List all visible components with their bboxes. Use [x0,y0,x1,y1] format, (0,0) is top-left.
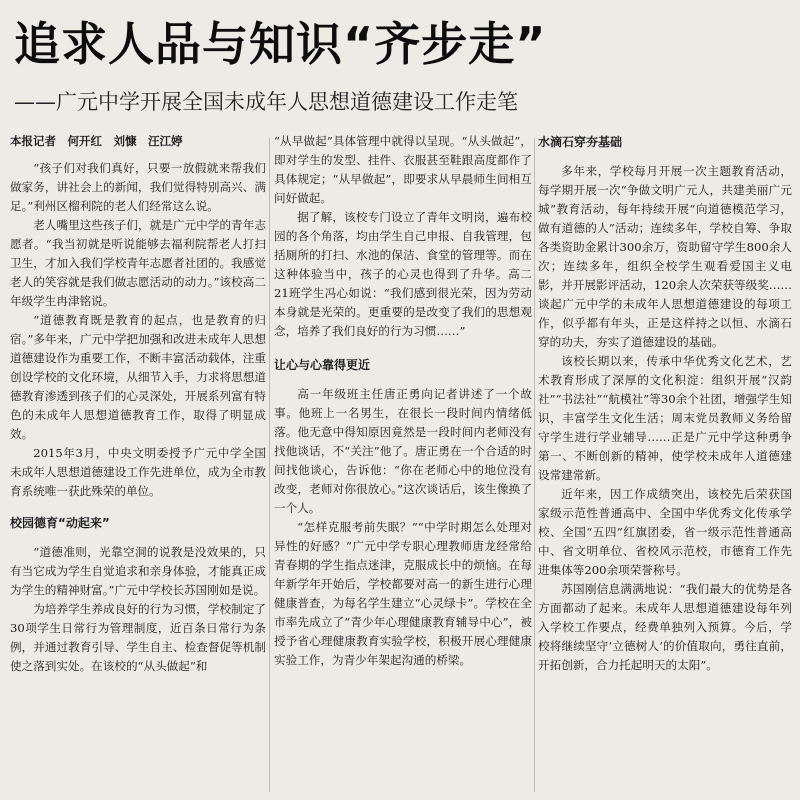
article-column-1 [10,132,266,796]
paragraph: 2015年3月，中央文明委授予广元中学全国未成年人思想道德建设工作先进单位，成为全市教育系统唯一获此殊荣的单位。 [10,446,266,498]
section-title: 水滴石穿夯基础 [538,135,623,149]
paragraph: 苏国刚信息满满地说：“我们最大的优势是各方面都动了起来。未成年人思想道德建设每年列入学校工作要点，经费单独列入预算。今后，学校将继续坚守‘立德树人’的价值取向，勇往直前，开拓创新，合力托起明天的太阳”。 [538,582,792,672]
byline: 本报记者 何开红 刘慷 汪江婷 [10,134,183,148]
column-divider [534,138,535,792]
column-divider [269,138,270,792]
paragraph: “道德准则，光靠空洞的说教是没效果的，只有当它成为学生自觉追求和亲身体验，才能真正成为学生的精神财富。”广元中学校长苏国刚如是说。 [10,545,266,597]
paragraph: 为培养学生养成良好的行为习惯，学校制定了30项学生日常行为管理制度，近百条日常行为条例，并通过教育引导、学生自主、检查督促等机制使之落到实处。在该校的“从头做起”和 [10,602,266,673]
paragraph: “道德教育既是教育的起点，也是教育的归宿。”多年来，广元中学把加强和改进未成年人思想道德建设作为重要工作，不断丰富活动载体，注重创设学校的文化环境，从细节入手，力求将思想道德教育渗透到孩子们的心灵深处，开展系列富有特色的未成年人思想道德教育工作，取得了明显成效。 [10,313,266,441]
subheadline: ——广元中学开展全国未成年人思想道德建设工作走笔 [14,90,518,114]
paragraph: 近年来，因工作成绩突出，该校先后荣获国家级示范性普通高中、全国中华优秀文化传承学校、全国“五四”红旗团委，省一级示范性普通高中、省文明单位、省校风示范校，市德育工作先进集体等200余项荣誉称号。 [538,487,792,577]
paragraph: 老人嘴里这些孩子们，就是广元中学的青年志愿者。“我当初就是听说能够去福利院帮老人打扫卫生，才加入我们学校青年志愿者社团的。我感觉老人的笑容就是我们做志愿活动的动力。”该校高二年级学生冉津铭说。 [10,218,266,308]
paragraph: 高一年级班主任唐正勇向记者讲述了一个故事。他班上一名男生，在很长一段时间内情绪低落。他无意中得知原因竟然是一段时间内老师没有找他谈话，不“关注”他了。唐正勇在一个合适的时间找他谈心，告诉他：“你在老师心中的地位没有改变，老师对你很放心。”这次谈话后，该生像换了一个人。 [274,387,532,515]
section-title: 让心与心靠得更近 [274,358,371,372]
paragraph: 多年来，学校每月开展一次主题教育活动，每学期开展一次“争做文明广元人，共建美丽广元城”教育活动，每年持续开展“向道德模范学习，做有道德的人”活动；连续多年，学校自筹、争取各类资助金累计300余万，资助留守学生800余人次；连续多年，组织全校学生观看爱国主义电影，并开展影评活动，120余人次荣获等级奖……谈起广元中学的未成年人思想道德建设的每项工作，似乎都有年头，正是这样持之以恒、水滴石穿的功夫，夯实了道德建设的基础。 [538,164,792,349]
paragraph: “从早做起”具体管理中就得以呈现。“从头做起”，即对学生的发型、挂件、衣服甚至鞋跟高度都作了具体规定；“从早做起”，即要求从早晨师生间相互问好做起。 [274,134,532,205]
paragraph: 该校长期以来，传承中华优秀文化艺术，艺术教育形成了深厚的文化积淀：组织开展“汉韵社”“书法社”“航模社”等30余个社团，增强学生知识，丰富学生文化生活；周末党员教师义务给留守学生进行学业辅导……正是广元中学这种勇争第一、不断创新的精神，使学校未成年人道德建设常建常新。 [538,354,792,482]
headline: 追求人品与知识“齐步走” [14,17,547,71]
paragraph: “怎样克服考前失眠？”“中学时期怎么处理对异性的好感？”广元中学专职心理教师唐龙经常给青春期的学生指点迷津，克服成长中的烦恼。在每年新学年开始后，学校都要对高一的新生进行心理健康普查，为每名学生建立“心灵绿卡”。学校在全市率先成立了“青少年心理健康教育辅导中心”，被授予省心理健康教育实验学校，积极开展心理健康实验工作，为青少年架起沟通的桥梁。 [274,520,532,667]
article-column-3 [538,132,792,796]
paragraph: 据了解，该校专门设立了青年文明岗，遍布校园的各个角落，均由学生自己申报、自我管理，包括厕所的打扫、水池的保洁、食堂的管理等。而在这种体验当中，孩子的心灵也得到了升华。高二21班学生冯心如说：“我们感到很光荣，因为劳动本身就是光荣的。更重要的是改变了我们的思想观念，培养了我们良好的行为习惯……” [274,210,532,338]
article-column-2 [274,132,532,796]
section-title: 校园德育“动起来” [10,516,110,530]
paragraph: “孩子们对我们真好，只要一放假就来帮我们做家务，讲社会上的新闻，我们觉得特别高兴、满足。”利州区榴利院的老人们经常这么说。 [10,161,266,213]
